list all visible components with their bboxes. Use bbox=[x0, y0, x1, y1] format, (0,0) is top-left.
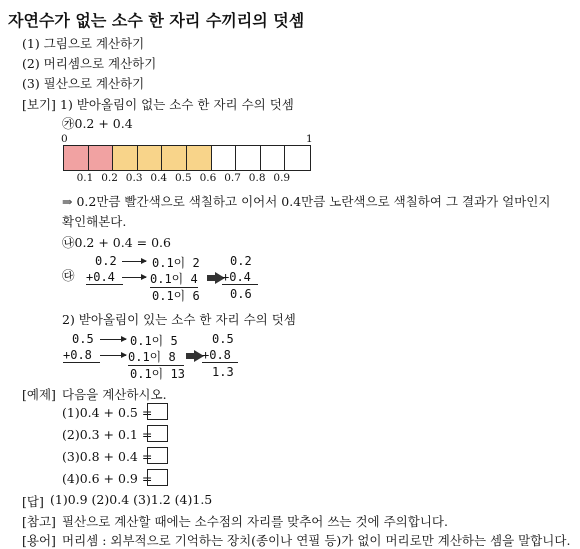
bar-cell bbox=[64, 146, 89, 170]
exercise-item-2: (2)0.3 + 0.1 = bbox=[62, 427, 153, 442]
v1-result-3: 0.6 bbox=[230, 287, 252, 301]
bar-cell bbox=[236, 146, 261, 170]
bar-tick-label: 0.2 bbox=[101, 172, 118, 184]
v2-mid-3: 0.1이 13 bbox=[130, 367, 185, 381]
note-text: 필산으로 계산할 때에는 소수점의 자리를 맞추어 쓰는 것에 주의합니다. bbox=[62, 514, 448, 529]
v2-operand-b: +0.8 bbox=[63, 348, 100, 363]
v1-operand-a: 0.2 bbox=[95, 254, 117, 268]
part2-title: 2) 받아올림이 있는 소수 한 자리 수의 덧셈 bbox=[62, 312, 296, 327]
bar-tick-label: 0.6 bbox=[199, 172, 217, 184]
exercise-item-3: (3)0.8 + 0.4 = bbox=[62, 449, 153, 464]
exercise-item-4: (4)0.6 + 0.9 = bbox=[62, 471, 153, 486]
v2-mid-2: 0.1이 8 bbox=[128, 348, 184, 366]
bar-start-label: 0 bbox=[61, 133, 68, 145]
fraction-bar bbox=[63, 145, 311, 171]
v1-mid-1: 0.1이 2 bbox=[152, 256, 200, 270]
v1-operand-b: +0.4 bbox=[86, 270, 123, 285]
bar-tick-label: 0.1 bbox=[76, 172, 94, 184]
v2-result-1: 0.5 bbox=[212, 332, 234, 346]
example-tag: [보기] bbox=[22, 97, 56, 112]
answer-box[interactable] bbox=[147, 403, 168, 420]
bar-cell bbox=[89, 146, 114, 170]
arrow-icon bbox=[100, 355, 126, 356]
bar-cell bbox=[113, 146, 138, 170]
exercise-tag: [예제] bbox=[22, 387, 56, 402]
ga-expression: ㉮0.2 + 0.4 bbox=[62, 116, 133, 131]
bar-cell bbox=[138, 146, 163, 170]
answer-tag: [답] bbox=[22, 494, 44, 509]
bar-tick-label: 0.5 bbox=[175, 172, 192, 184]
v2-mid-1: 0.1이 5 bbox=[130, 334, 178, 348]
exercise-item-1: (1)0.4 + 0.5 = bbox=[62, 405, 153, 420]
v1-result-2: +0.4 bbox=[222, 270, 258, 285]
method-2: (2) 머리셈으로 계산하기 bbox=[22, 56, 157, 71]
explanation-line-2: 확인해본다. bbox=[62, 214, 127, 229]
method-3: (3) 필산으로 계산하기 bbox=[22, 76, 145, 91]
arrow-icon bbox=[122, 277, 146, 278]
v2-result-3: 1.3 bbox=[212, 365, 234, 379]
arrow-icon bbox=[100, 339, 126, 340]
note-tag: [참고] bbox=[22, 514, 56, 529]
bar-tick-label: 0.9 bbox=[273, 172, 291, 184]
explanation-line-1: ⇒ 0.2만큼 빨간색으로 색칠하고 이어서 0.4만큼 노란색으로 색칠하여 그 결과가 얼마인지 bbox=[62, 194, 551, 209]
v2-result-2: +0.8 bbox=[202, 348, 238, 363]
bar-tick-label: 0.3 bbox=[125, 172, 143, 184]
bar-cell bbox=[285, 146, 310, 170]
arrow-icon bbox=[122, 261, 146, 262]
bar-cell bbox=[187, 146, 212, 170]
bar-cell bbox=[162, 146, 187, 170]
method-1: (1) 그림으로 계산하기 bbox=[22, 36, 145, 51]
answer-box[interactable] bbox=[147, 469, 168, 486]
bar-tick-label: 0.4 bbox=[150, 172, 168, 184]
bar-end-label: 1 bbox=[306, 133, 313, 145]
term-tag: [용어] bbox=[22, 533, 56, 548]
term-text: 머리셈 : 외부적으로 기억하는 장치(종이나 연필 등)가 없이 머리로만 계산하는 셈을 말합니다. bbox=[62, 533, 571, 548]
answer-box[interactable] bbox=[147, 425, 168, 442]
bar-tick-label: 0.7 bbox=[224, 172, 241, 184]
v1-mid-3: 0.1이 6 bbox=[152, 289, 200, 303]
answer-box[interactable] bbox=[147, 447, 168, 464]
da-label: ㉰ bbox=[62, 268, 75, 283]
bar-tick-label: 0.8 bbox=[248, 172, 266, 184]
exercise-prompt: 다음을 계산하시오. bbox=[62, 387, 167, 402]
part1-title: 1) 받아올림이 없는 소수 한 자리 수의 덧셈 bbox=[60, 97, 294, 112]
v1-mid-2: 0.1이 4 bbox=[150, 272, 198, 286]
na-expression: ㉯0.2 + 0.4 = 0.6 bbox=[62, 235, 171, 250]
v1-result-1: 0.2 bbox=[230, 254, 252, 268]
bar-cell bbox=[212, 146, 237, 170]
v2-operand-a: 0.5 bbox=[72, 332, 94, 346]
bar-cell bbox=[261, 146, 286, 170]
answer-text: (1)0.9 (2)0.4 (3)1.2 (4)1.5 bbox=[50, 492, 213, 507]
page-title: 자연수가 없는 소수 한 자리 수끼리의 덧셈 bbox=[8, 11, 305, 30]
